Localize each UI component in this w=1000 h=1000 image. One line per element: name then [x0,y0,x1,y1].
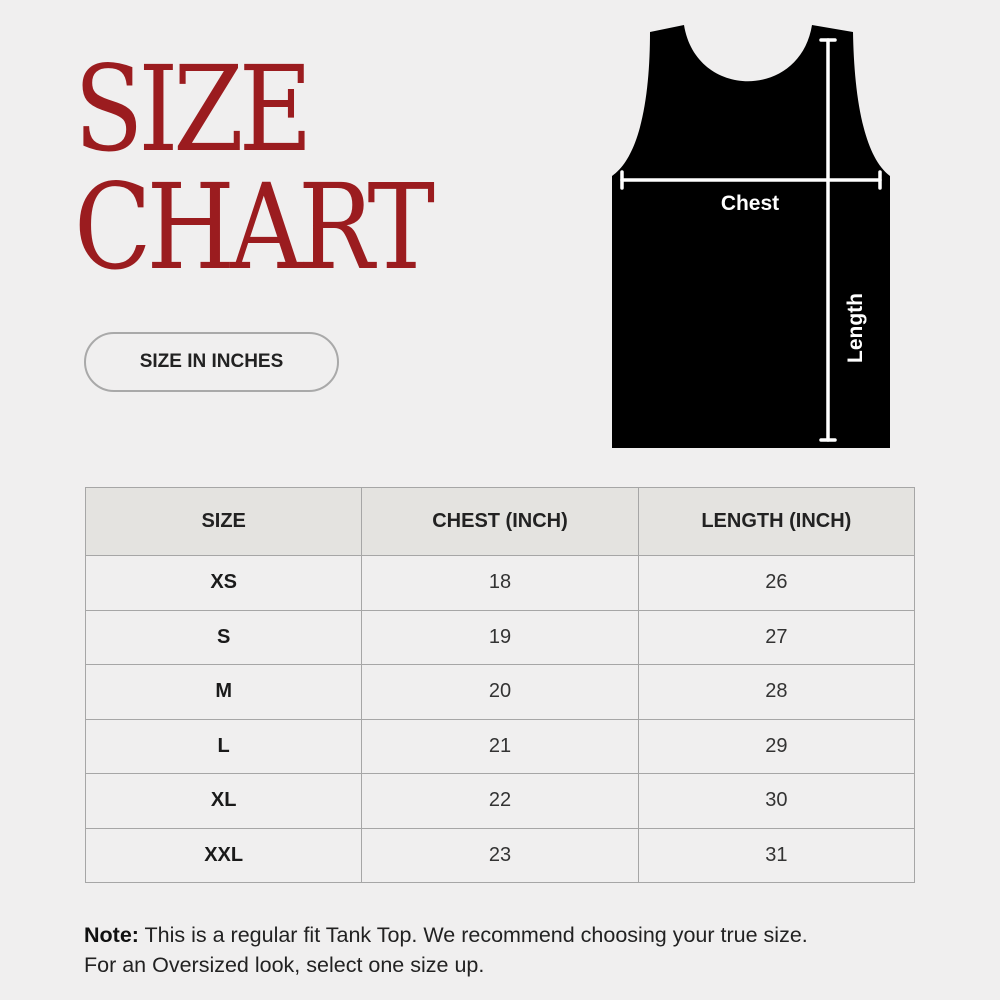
header-length: LENGTH (INCH) [638,488,914,556]
length-cell: 27 [638,610,914,665]
table-row [86,828,915,883]
size-cell: XXL [86,828,362,883]
tank-top-diagram [600,20,900,460]
chest-cell: 22 [362,774,638,829]
tank-top-illustration [612,25,890,448]
header-size: SIZE [86,488,362,556]
table-row [86,774,915,829]
length-cell: 26 [638,556,914,611]
length-cell: 31 [638,828,914,883]
size-table [85,487,915,883]
title-line-chart: CHART [74,158,430,296]
header-chest: CHEST (INCH) [362,488,638,556]
length-cell: 30 [638,774,914,829]
table-header-row [86,488,915,556]
table-row [86,719,915,774]
length-label: Length [844,293,867,363]
chest-cell: 23 [362,828,638,883]
length-cell: 29 [638,719,914,774]
table-row [86,665,915,720]
note-label: Note: [84,923,139,947]
chest-cell: 21 [362,719,638,774]
chest-cell: 18 [362,556,638,611]
size-unit-badge: SIZE IN INCHES [84,332,339,392]
page-title [74,40,430,296]
note-text-1: This is a regular fit Tank Top. We recommend choosing your true size. [138,923,808,947]
note-line-2: For an Oversized look, select one size up. [84,953,485,977]
fit-note [84,920,964,980]
chest-label: Chest [720,192,780,215]
length-cell: 28 [638,665,914,720]
table-row [86,556,915,611]
chest-cell: 19 [362,610,638,665]
chest-cell: 20 [362,665,638,720]
size-cell: M [86,665,362,720]
size-cell: S [86,610,362,665]
size-cell: XS [86,556,362,611]
table-row [86,610,915,665]
title-line-size: SIZE [74,40,308,178]
note-line-1 [84,920,964,950]
size-cell: XL [86,774,362,829]
size-cell: L [86,719,362,774]
